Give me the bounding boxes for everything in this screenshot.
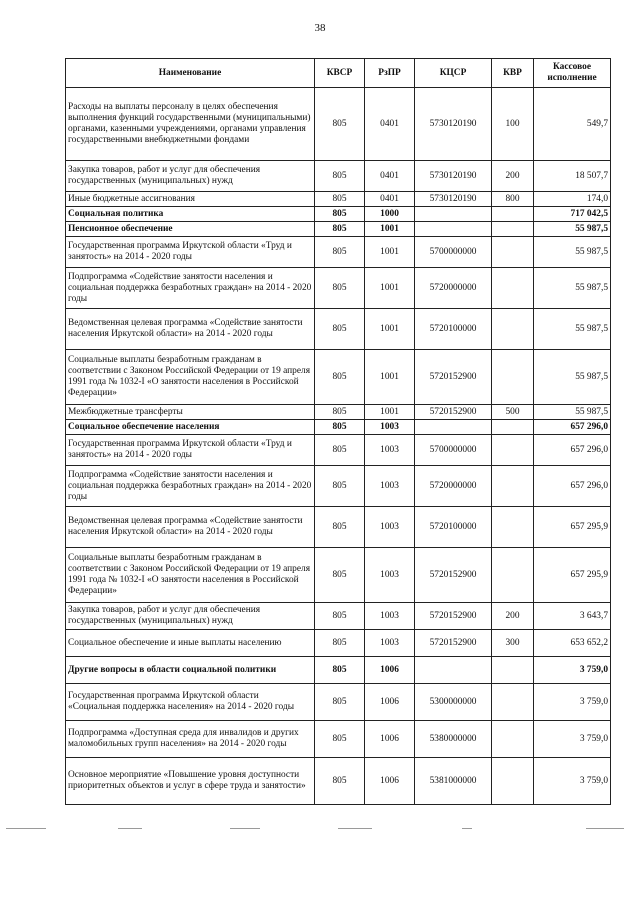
table-row xyxy=(66,268,611,309)
table-row xyxy=(66,507,611,548)
cell-kcsr: 5381000000 xyxy=(415,758,492,805)
cell-amount: 653 652,2 xyxy=(534,630,611,657)
table-row xyxy=(66,88,611,161)
table-row xyxy=(66,237,611,268)
cell-name: Социальные выплаты безработным гражданам в соответствии с Законом Российской Федерации от 19 апреля 1991 года № 1032-I «О занятости населения в Российской Федерации» xyxy=(66,350,315,405)
table-row xyxy=(66,684,611,721)
header-amount: Кассовое исполнение xyxy=(534,59,611,88)
cell-amount: 18 507,7 xyxy=(534,161,611,192)
cell-kvr: 500 xyxy=(492,405,534,420)
cell-amount: 3 759,0 xyxy=(534,657,611,684)
cell-kvr xyxy=(492,721,534,758)
table-row xyxy=(66,548,611,603)
cell-kvr xyxy=(492,684,534,721)
cell-name: Социальное обеспечение и иные выплаты населению xyxy=(66,630,315,657)
cell-rzpr: 1001 xyxy=(365,405,415,420)
cell-kvr: 200 xyxy=(492,603,534,630)
cell-kcsr: 5720152900 xyxy=(415,548,492,603)
cell-kvsr: 805 xyxy=(315,192,365,207)
cell-kvr xyxy=(492,466,534,507)
cell-amount: 549,7 xyxy=(534,88,611,161)
table-row xyxy=(66,466,611,507)
header-name: Наименование xyxy=(66,59,315,88)
cell-rzpr: 1000 xyxy=(365,207,415,222)
table-row xyxy=(66,192,611,207)
table-row xyxy=(66,207,611,222)
table-body xyxy=(66,88,611,805)
cell-kvr: 200 xyxy=(492,161,534,192)
cell-kcsr xyxy=(415,207,492,222)
cell-amount: 174,0 xyxy=(534,192,611,207)
cell-kvsr: 805 xyxy=(315,309,365,350)
cell-kvr xyxy=(492,237,534,268)
cell-kvsr: 805 xyxy=(315,758,365,805)
header-rzpr: РзПР xyxy=(365,59,415,88)
cell-amount: 3 759,0 xyxy=(534,721,611,758)
cell-name: Социальное обеспечение населения xyxy=(66,420,315,435)
cell-name: Иные бюджетные ассигнования xyxy=(66,192,315,207)
cell-kcsr: 5720100000 xyxy=(415,309,492,350)
cell-kvr xyxy=(492,507,534,548)
cell-kvsr: 805 xyxy=(315,222,365,237)
budget-execution-table xyxy=(65,58,611,805)
cell-kvr xyxy=(492,268,534,309)
cell-rzpr: 0401 xyxy=(365,88,415,161)
cell-kvsr: 805 xyxy=(315,548,365,603)
cell-rzpr: 1001 xyxy=(365,222,415,237)
cell-name: Подпрограмма «Содействие занятости населения и социальная поддержка безработных граждан» на 2014 - 2020 годы xyxy=(66,466,315,507)
cell-kcsr: 5730120190 xyxy=(415,192,492,207)
header-kcsr: КЦСР xyxy=(415,59,492,88)
cell-kvsr: 805 xyxy=(315,350,365,405)
cell-kvsr: 805 xyxy=(315,405,365,420)
cell-kcsr xyxy=(415,657,492,684)
cell-name: Подпрограмма «Доступная среда для инвалидов и других маломобильных групп населения» на 2014 - 2020 годы xyxy=(66,721,315,758)
cell-amount: 55 987,5 xyxy=(534,268,611,309)
cell-kcsr: 5720000000 xyxy=(415,466,492,507)
cell-kcsr: 5720100000 xyxy=(415,507,492,548)
cell-kvsr: 805 xyxy=(315,603,365,630)
cell-kvsr: 805 xyxy=(315,657,365,684)
table-row xyxy=(66,405,611,420)
cell-amount: 657 295,9 xyxy=(534,507,611,548)
cell-amount: 55 987,5 xyxy=(534,309,611,350)
cell-kvr xyxy=(492,309,534,350)
cell-rzpr: 0401 xyxy=(365,161,415,192)
table-header-row xyxy=(66,59,611,88)
cell-amount: 3 643,7 xyxy=(534,603,611,630)
cell-rzpr: 1001 xyxy=(365,309,415,350)
cell-kvsr: 805 xyxy=(315,435,365,466)
cell-name: Государственная программа Иркутской области «Труд и занятость» на 2014 - 2020 годы xyxy=(66,237,315,268)
cell-kvsr: 805 xyxy=(315,88,365,161)
cell-rzpr: 1003 xyxy=(365,435,415,466)
cell-rzpr: 1001 xyxy=(365,237,415,268)
cell-kvsr: 805 xyxy=(315,268,365,309)
cell-name: Межбюджетные трансферты xyxy=(66,405,315,420)
cell-rzpr: 1003 xyxy=(365,507,415,548)
cell-kcsr: 5720152900 xyxy=(415,630,492,657)
cell-kvr: 800 xyxy=(492,192,534,207)
cell-name: Пенсионное обеспечение xyxy=(66,222,315,237)
cell-rzpr: 0401 xyxy=(365,192,415,207)
cell-kcsr: 5720152900 xyxy=(415,350,492,405)
table-row xyxy=(66,222,611,237)
cell-kvr xyxy=(492,758,534,805)
cell-rzpr: 1006 xyxy=(365,684,415,721)
cell-kcsr xyxy=(415,420,492,435)
header-kvsr: КВСР xyxy=(315,59,365,88)
cell-rzpr: 1003 xyxy=(365,466,415,507)
cell-kvsr: 805 xyxy=(315,237,365,268)
cell-rzpr: 1006 xyxy=(365,758,415,805)
cell-amount: 717 042,5 xyxy=(534,207,611,222)
table-row xyxy=(66,630,611,657)
cell-name: Ведомственная целевая программа «Содействие занятости населения Иркутской области» на 2014 - 2020 годы xyxy=(66,309,315,350)
cell-amount: 657 296,0 xyxy=(534,466,611,507)
cell-rzpr: 1003 xyxy=(365,630,415,657)
cell-kcsr: 5720152900 xyxy=(415,603,492,630)
cell-name: Закупка товаров, работ и услуг для обеспечения государственных (муниципальных) нужд xyxy=(66,161,315,192)
table-row xyxy=(66,161,611,192)
cell-kvsr: 805 xyxy=(315,630,365,657)
table-row xyxy=(66,435,611,466)
cell-kvr xyxy=(492,657,534,684)
cell-kcsr: 5300000000 xyxy=(415,684,492,721)
cell-kvsr: 805 xyxy=(315,420,365,435)
cell-name: Основное мероприятие «Повышение уровня доступности приоритетных объектов и услуг в сфере труда и занятости» xyxy=(66,758,315,805)
cell-amount: 55 987,5 xyxy=(534,405,611,420)
cell-kvr xyxy=(492,222,534,237)
cell-amount: 55 987,5 xyxy=(534,237,611,268)
table-row xyxy=(66,721,611,758)
table-row xyxy=(66,309,611,350)
cell-kvr xyxy=(492,435,534,466)
table-row xyxy=(66,603,611,630)
cell-name: Расходы на выплаты персоналу в целях обеспечения выполнения функций государственными (муниципальными) органами, казенными учреждениями, органами управления государственными внебюджетными фондами xyxy=(66,88,315,161)
cell-rzpr: 1003 xyxy=(365,548,415,603)
table-row xyxy=(66,420,611,435)
cell-amount: 657 296,0 xyxy=(534,435,611,466)
cell-kvsr: 805 xyxy=(315,207,365,222)
page-number: 38 xyxy=(314,22,326,34)
cell-amount: 657 295,9 xyxy=(534,548,611,603)
cell-kcsr: 5380000000 xyxy=(415,721,492,758)
cell-name: Государственная программа Иркутской области «Труд и занятость» на 2014 - 2020 годы xyxy=(66,435,315,466)
cell-kcsr: 5700000000 xyxy=(415,435,492,466)
cell-name: Подпрограмма «Содействие занятости населения и социальная поддержка безработных граждан» на 2014 - 2020 годы xyxy=(66,268,315,309)
cell-rzpr: 1003 xyxy=(365,420,415,435)
scan-artifact-line xyxy=(0,826,640,832)
cell-amount: 55 987,5 xyxy=(534,350,611,405)
table-row xyxy=(66,350,611,405)
cell-kcsr: 5700000000 xyxy=(415,237,492,268)
cell-kcsr: 5730120190 xyxy=(415,161,492,192)
cell-rzpr: 1001 xyxy=(365,350,415,405)
cell-rzpr: 1006 xyxy=(365,657,415,684)
cell-name: Закупка товаров, работ и услуг для обеспечения государственных (муниципальных) нужд xyxy=(66,603,315,630)
cell-name: Другие вопросы в области социальной политики xyxy=(66,657,315,684)
cell-kvr: 100 xyxy=(492,88,534,161)
cell-kvsr: 805 xyxy=(315,721,365,758)
cell-rzpr: 1003 xyxy=(365,603,415,630)
cell-kvr xyxy=(492,548,534,603)
header-kvr: КВР xyxy=(492,59,534,88)
cell-kvr xyxy=(492,350,534,405)
cell-kcsr: 5720000000 xyxy=(415,268,492,309)
cell-kvsr: 805 xyxy=(315,507,365,548)
cell-amount: 55 987,5 xyxy=(534,222,611,237)
cell-kcsr xyxy=(415,222,492,237)
cell-kvsr: 805 xyxy=(315,684,365,721)
cell-rzpr: 1006 xyxy=(365,721,415,758)
table-row xyxy=(66,657,611,684)
cell-kvsr: 805 xyxy=(315,466,365,507)
cell-amount: 3 759,0 xyxy=(534,684,611,721)
cell-kvr: 300 xyxy=(492,630,534,657)
cell-rzpr: 1001 xyxy=(365,268,415,309)
cell-name: Социальные выплаты безработным гражданам в соответствии с Законом Российской Федерации от 19 апреля 1991 года № 1032-I «О занятости населения в Российской Федерации» xyxy=(66,548,315,603)
table-row xyxy=(66,758,611,805)
cell-kcsr: 5720152900 xyxy=(415,405,492,420)
cell-amount: 3 759,0 xyxy=(534,758,611,805)
cell-name: Социальная политика xyxy=(66,207,315,222)
cell-kvr xyxy=(492,420,534,435)
cell-kvr xyxy=(492,207,534,222)
cell-amount: 657 296,0 xyxy=(534,420,611,435)
cell-kvsr: 805 xyxy=(315,161,365,192)
cell-name: Государственная программа Иркутской области «Социальная поддержка населения» на 2014 - 2020 годы xyxy=(66,684,315,721)
cell-name: Ведомственная целевая программа «Содействие занятости населения Иркутской области» на 2014 - 2020 годы xyxy=(66,507,315,548)
cell-kcsr: 5730120190 xyxy=(415,88,492,161)
